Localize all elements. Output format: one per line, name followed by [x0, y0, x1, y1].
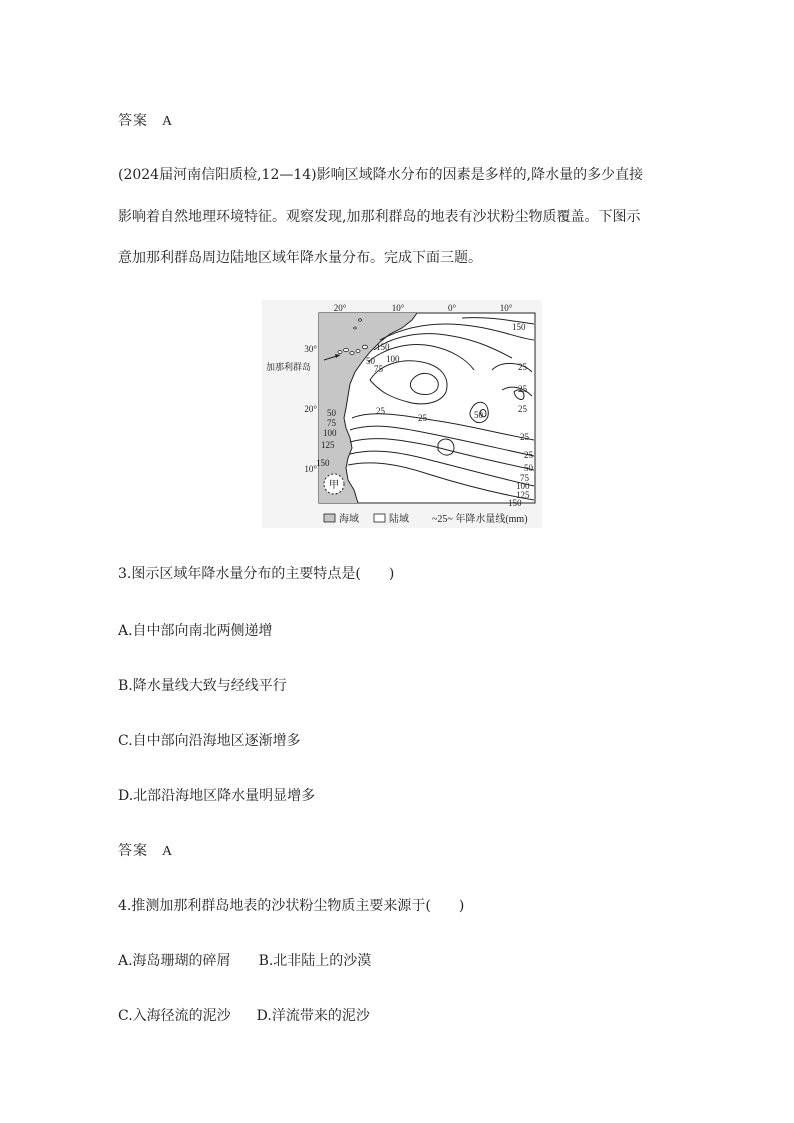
- contour-150-top-right: 150: [512, 322, 526, 332]
- answer-label: 答案: [118, 843, 148, 859]
- contour-50-left: 50: [327, 408, 336, 418]
- answer-value: A: [162, 844, 173, 859]
- q3-option-b: B.降水量线大致与经线平行: [118, 678, 287, 694]
- contour-75-left: 75: [327, 418, 336, 428]
- contour-125-br: 125: [516, 490, 530, 500]
- lon-label-10w: 10°: [391, 303, 405, 313]
- contour-25-c2: 25: [418, 413, 427, 423]
- lat-label-10: 10°: [304, 464, 317, 474]
- answer-value: A: [162, 114, 173, 129]
- contour-100-top: 100: [386, 354, 400, 364]
- q3-stem: 3.图示区域年降水量分布的主要特点是( ): [118, 566, 395, 582]
- contour-150-top: 150: [376, 342, 390, 352]
- precipitation-map: [262, 300, 542, 528]
- answer-2: [118, 840, 172, 860]
- q4-option-a: A.海岛珊瑚的碎屑: [118, 953, 231, 969]
- contour-150-left: 150: [316, 458, 330, 468]
- legend-sea-swatch: [324, 514, 335, 522]
- contour-25-br: 25: [524, 450, 533, 460]
- islands-label: 加那利群岛: [266, 362, 312, 372]
- contour-25-r3: 25: [518, 404, 527, 414]
- q4-options-row-1: [118, 950, 371, 970]
- q4-option-b: B.北非陆上的沙漠: [258, 953, 372, 969]
- answer-label: 答案: [118, 113, 148, 129]
- answer-1: [118, 110, 172, 130]
- contour-25-r4: 25: [520, 432, 529, 442]
- contour-75-br: 75: [520, 473, 529, 483]
- q4-options-row-2: [118, 1005, 370, 1025]
- contour-25-r2: 25: [518, 384, 527, 394]
- intro-line-3: 意加那利群岛周边陆地区域年降水量分布。完成下面三题。: [118, 250, 482, 266]
- contour-150-br: 150: [508, 498, 522, 508]
- q4-stem: 4.推测加那利群岛地表的沙状粉尘物质主要来源于( ): [118, 898, 465, 914]
- contour-50-br: 50: [524, 463, 533, 473]
- contour-50-top: 50: [366, 356, 375, 366]
- lon-label-0: 0°: [447, 303, 457, 313]
- contour-100-br: 100: [516, 481, 530, 491]
- intro-line-2: 影响着自然地理环境特征。观察发现,加那利群岛的地表有沙状粉尘物质覆盖。下图示: [118, 209, 641, 225]
- intro-line-1: (2024届河南信阳质检,12—14)影响区域降水分布的因素是多样的,降水量的多少直接: [118, 167, 644, 183]
- q4-option-d: D.洋流带来的泥沙: [256, 1008, 370, 1024]
- lat-label-20: 20°: [304, 404, 317, 414]
- legend-land-swatch: [374, 514, 385, 522]
- contour-50-mid: 50: [474, 410, 483, 420]
- region-jia-label: 甲: [329, 480, 339, 491]
- q4-option-c: C.入海径流的泥沙: [118, 1008, 231, 1024]
- legend-sea-label: 海域: [339, 514, 359, 525]
- contour-125-left: 125: [321, 440, 335, 450]
- q3-option-d: D.北部沿海地区降水量明显增多: [118, 788, 316, 804]
- q3-option-c: C.自中部向沿海地区逐渐增多: [118, 733, 301, 749]
- q3-option-a: A.自中部向南北两侧递增: [118, 623, 273, 639]
- contour-100-left: 100: [323, 428, 337, 438]
- contour-25-r1: 25: [518, 362, 527, 372]
- lon-label-20w: 20°: [333, 303, 347, 313]
- contour-25-c1: 25: [376, 406, 385, 416]
- lon-label-10e: 10°: [499, 303, 513, 313]
- contour-75-top: 75: [374, 364, 383, 374]
- lat-label-30: 30°: [304, 344, 317, 354]
- precipitation-map-figure: [262, 300, 542, 528]
- legend-land-label: 陆域: [389, 514, 409, 525]
- legend-isoline-label: ~25~ 年降水量线(mm): [432, 514, 528, 525]
